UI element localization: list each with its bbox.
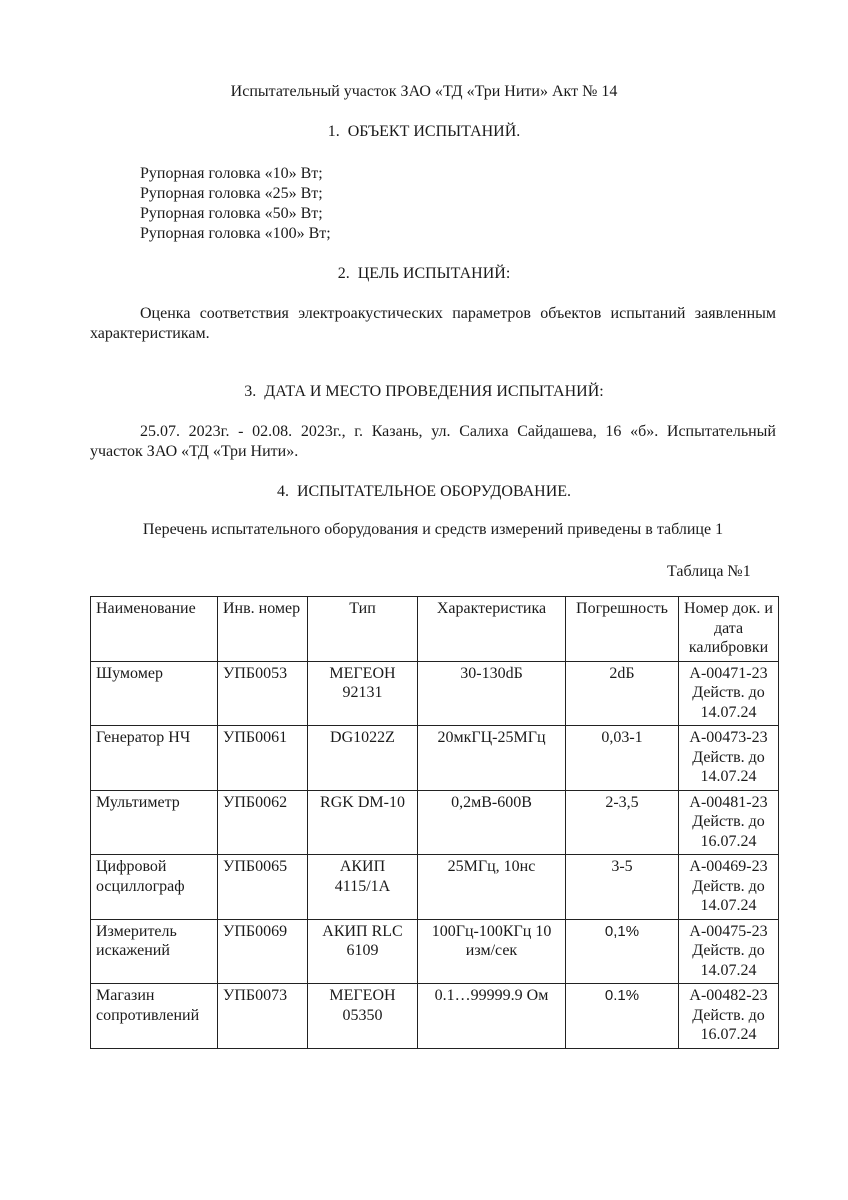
- header-type: Тип: [308, 597, 418, 662]
- table-row: [91, 790, 779, 855]
- cell-characteristic: 0,2мВ-600В: [418, 790, 566, 855]
- table-row: [91, 919, 779, 984]
- section-1-title: 1. ОБЪЕКТ ИСПЫТАНИЙ.: [327, 123, 521, 140]
- list-item: Рупорная головка «100» Вт;: [140, 225, 331, 242]
- list-item: Рупорная головка «10» Вт;: [140, 165, 323, 182]
- cell-type: АКИП 4115/1А: [308, 855, 418, 920]
- cell-calibration: А-00473-23 Действ. до 14.07.24: [679, 726, 779, 791]
- cell-characteristic: 100Гц-100КГц 10 изм/сек: [418, 919, 566, 984]
- cell-inv: УПБ0053: [218, 661, 308, 726]
- section-2-title: 2. ЦЕЛЬ ИСПЫТАНИЙ:: [337, 265, 511, 282]
- equipment-table: [90, 596, 779, 1049]
- header-calibration: Номер док. и дата калибровки: [679, 597, 779, 662]
- cell-calibration: А-00471-23 Действ. до 14.07.24: [679, 661, 779, 726]
- cell-characteristic: 20мкГЦ-25МГц: [418, 726, 566, 791]
- test-objects-list: [140, 164, 331, 244]
- section-4-text: Перечень испытательного оборудования и средств измерений приведены в таблице 1: [142, 521, 724, 538]
- section-3-text: 25.07. 2023г. - 02.08. 2023г., г. Казань, ул. Салиха Сайдашева, 16 «б». Испытательный участок ЗАО «ТД «Три Нити».: [90, 423, 776, 460]
- cell-type: АКИП RLC 6109: [308, 919, 418, 984]
- cell-error: 2-3,5: [566, 790, 679, 855]
- header-inv: Инв. номер: [218, 597, 308, 662]
- table-row: [91, 855, 779, 920]
- header-name: Наименование: [91, 597, 218, 662]
- section-2-text: Оценка соответствия электроакустических параметров объектов испытаний заявленным характеристикам.: [90, 305, 776, 342]
- cell-name: Цифровой осциллограф: [91, 855, 218, 920]
- cell-type: RGK DM-10: [308, 790, 418, 855]
- table-row: [91, 726, 779, 791]
- table-caption: Таблица №1: [667, 563, 751, 580]
- cell-calibration: А-00482-23 Действ. до 16.07.24: [679, 984, 779, 1049]
- cell-type: МЕГЕОН 92131: [308, 661, 418, 726]
- cell-inv: УПБ0069: [218, 919, 308, 984]
- cell-error: 0,1%: [566, 919, 679, 984]
- cell-name: Магазин сопротивлений: [91, 984, 218, 1049]
- cell-calibration: А-00475-23 Действ. до 14.07.24: [679, 919, 779, 984]
- table-header-row: [91, 597, 779, 662]
- cell-calibration: А-00481-23 Действ. до 16.07.24: [679, 790, 779, 855]
- header-characteristic: Характеристика: [418, 597, 566, 662]
- cell-error: 0,03-1: [566, 726, 679, 791]
- list-item: Рупорная головка «50» Вт;: [140, 205, 323, 222]
- cell-type: МЕГЕОН 05350: [308, 984, 418, 1049]
- cell-inv: УПБ0062: [218, 790, 308, 855]
- cell-calibration: А-00469-23 Действ. до 14.07.24: [679, 855, 779, 920]
- list-item: Рупорная головка «25» Вт;: [140, 185, 323, 202]
- cell-name: Шумомер: [91, 661, 218, 726]
- act-header: Испытательный участок ЗАО «ТД «Три Нити» Акт № 14: [230, 83, 618, 100]
- cell-error: 0.1%: [566, 984, 679, 1049]
- cell-inv: УПБ0073: [218, 984, 308, 1049]
- section-4-title: 4. ИСПЫТАТЕЛЬНОЕ ОБОРУДОВАНИЕ.: [276, 483, 572, 500]
- cell-type: DG1022Z: [308, 726, 418, 791]
- cell-name: Мультиметр: [91, 790, 218, 855]
- table-row: [91, 661, 779, 726]
- section-3-title: 3. ДАТА И МЕСТО ПРОВЕДЕНИЯ ИСПЫТАНИЙ:: [244, 383, 604, 400]
- header-error: Погрешность: [566, 597, 679, 662]
- cell-inv: УПБ0061: [218, 726, 308, 791]
- cell-name: Измеритель искажений: [91, 919, 218, 984]
- cell-inv: УПБ0065: [218, 855, 308, 920]
- cell-characteristic: 30-130dБ: [418, 661, 566, 726]
- cell-characteristic: 25МГц, 10нс: [418, 855, 566, 920]
- cell-name: Генератор НЧ: [91, 726, 218, 791]
- table-row: [91, 984, 779, 1049]
- cell-error: 3-5: [566, 855, 679, 920]
- cell-characteristic: 0.1…99999.9 Ом: [418, 984, 566, 1049]
- cell-error: 2dБ: [566, 661, 679, 726]
